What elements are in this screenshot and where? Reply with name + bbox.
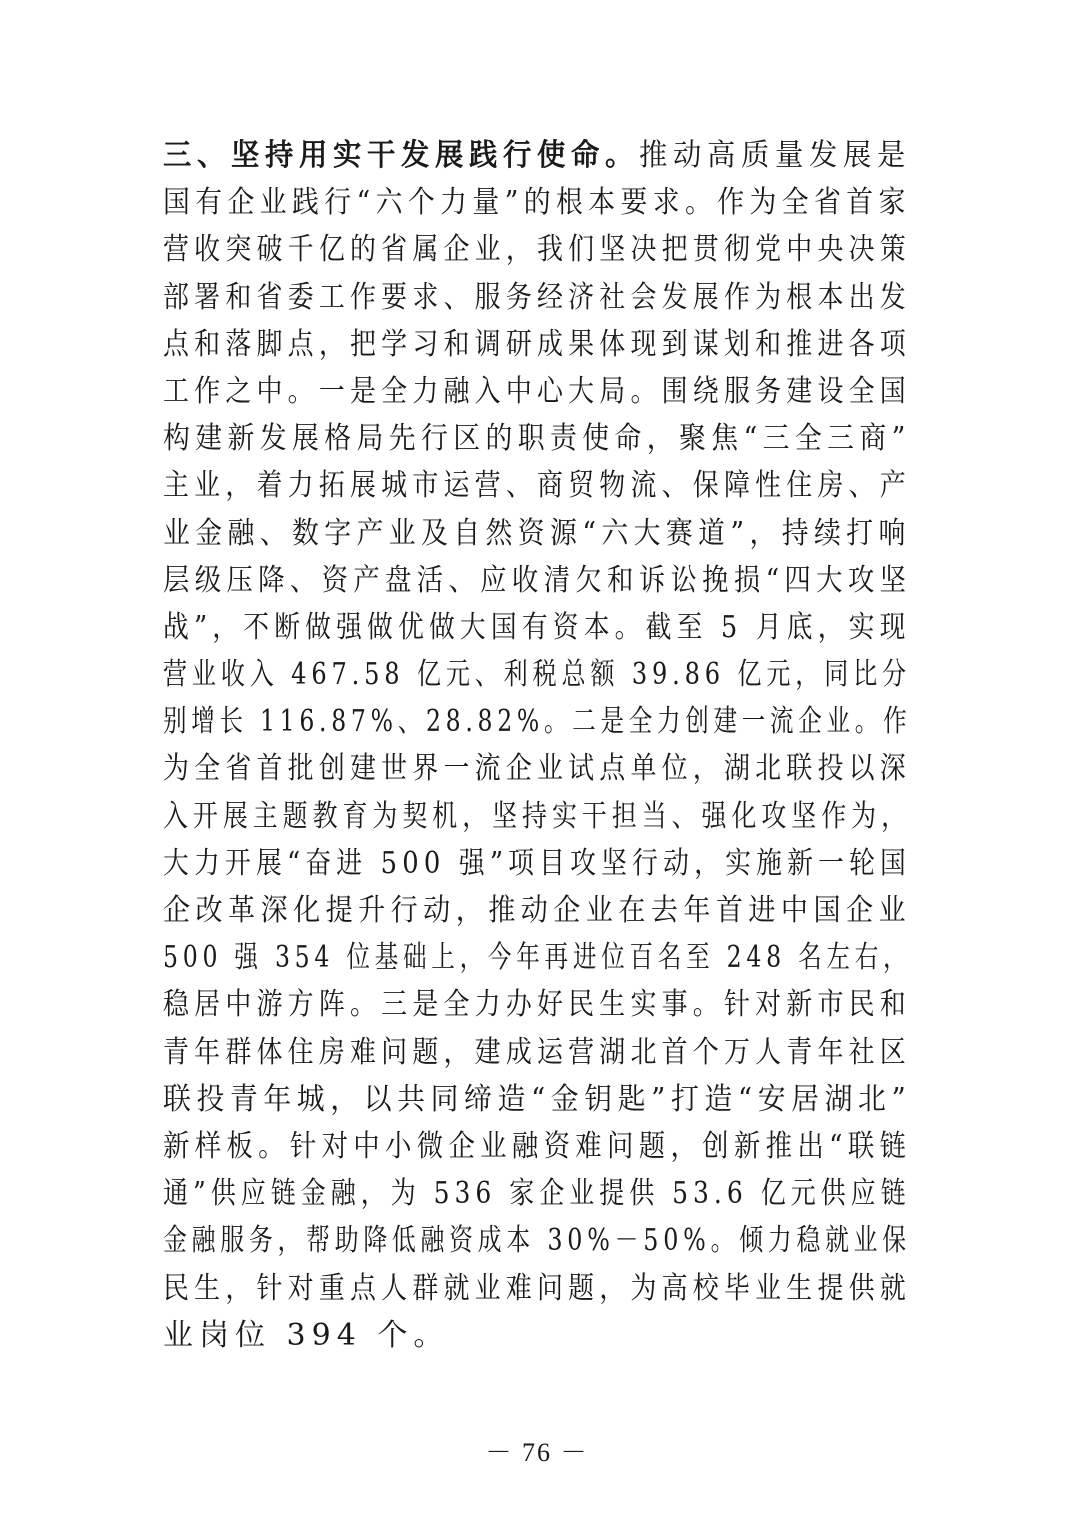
paragraph-line: 为全省首批创建世界一流企业试点单位，湖北联投以深 xyxy=(163,751,911,787)
paragraph-line: 企改革深化提升行动，推动企业在去年首进中国企业 xyxy=(163,893,912,928)
paragraph-line: 营业收入 467.58 亿元、利税总额 39.86 亿元，同比分 xyxy=(163,657,911,693)
paragraph-line: 工作之中。一是全力融入中心大局。围绕服务建设全国 xyxy=(163,373,911,409)
paragraph-line: 别增长 116.87%、28.82%。二是全力创建一流企业。作 xyxy=(163,704,912,740)
paragraph-line: 层级压降、资产盘活、应收清欠和诉讼挽损“四大攻坚 xyxy=(163,562,912,598)
paragraph-line-1 xyxy=(163,132,911,179)
paragraph-line: 联投青年城，以共同缔造“金钥匙”打造“安居湖北” xyxy=(163,1081,912,1117)
paragraph-line: 战”，不断做强做优做大国有资本。截至 5 月底，实现 xyxy=(163,609,911,645)
paragraph-line-1-text: 推动高质量发展是 xyxy=(638,138,911,173)
paragraph-line: 主业，着力拓展城市运营、商贸物流、保障性住房、产 xyxy=(163,468,911,504)
paragraph-line: 业金融、数字产业及自然资源“六大赛道”，持续打响 xyxy=(163,515,911,551)
paragraph-line: 营收突破千亿的省属企业，我们坚决把贯彻党中央决策 xyxy=(163,232,911,268)
paragraph-line: 入开展主题教育为契机，坚持实干担当、强化攻坚作为， xyxy=(163,798,911,834)
paragraph-line: 点和落脚点，把学习和调研成果体现到谋划和推进各项 xyxy=(163,326,911,362)
paragraph-line: 部署和省委工作要求、服务经济社会发展作为根本出发 xyxy=(163,279,911,315)
paragraph-line: 国有企业践行“六个力量”的根本要求。作为全省首家 xyxy=(163,185,911,221)
paragraph-line: 金融服务，帮助降低融资成本 30%－50%。倾力稳就业保 xyxy=(163,1223,911,1259)
paragraph-line: 民生，针对重点人群就业难问题，为高校毕业生提供就 xyxy=(163,1270,911,1306)
paragraph-line: 稳居中游方阵。三是全力办好民生实事。针对新市民和 xyxy=(163,987,911,1023)
body-paragraph xyxy=(163,132,911,1359)
paragraph-line: 构建新发展格局先行区的职责使命，聚焦“三全三商” xyxy=(163,421,911,457)
page-number: － 76 － xyxy=(485,1438,589,1467)
paragraph-line: 业岗位 394 个。 xyxy=(163,1317,450,1353)
paragraph-line: 500 强 354 位基础上，今年再进位百名至 248 名左右， xyxy=(163,940,912,976)
paragraph-line: 青年群体住房难问题，建成运营湖北首个万人青年社区 xyxy=(163,1034,911,1070)
section-heading: 三、坚持用实干发展践行使命。 xyxy=(163,138,639,173)
paragraph-line: 通”供应链金融，为 536 家企业提供 53.6 亿元供应链 xyxy=(163,1176,911,1212)
paragraph-line: 大力开展“奋进 500 强”项目攻坚行动，实施新一轮国 xyxy=(163,845,912,881)
paragraph-line: 新样板。针对中小微企业融资难问题，创新推出“联链 xyxy=(163,1128,912,1164)
